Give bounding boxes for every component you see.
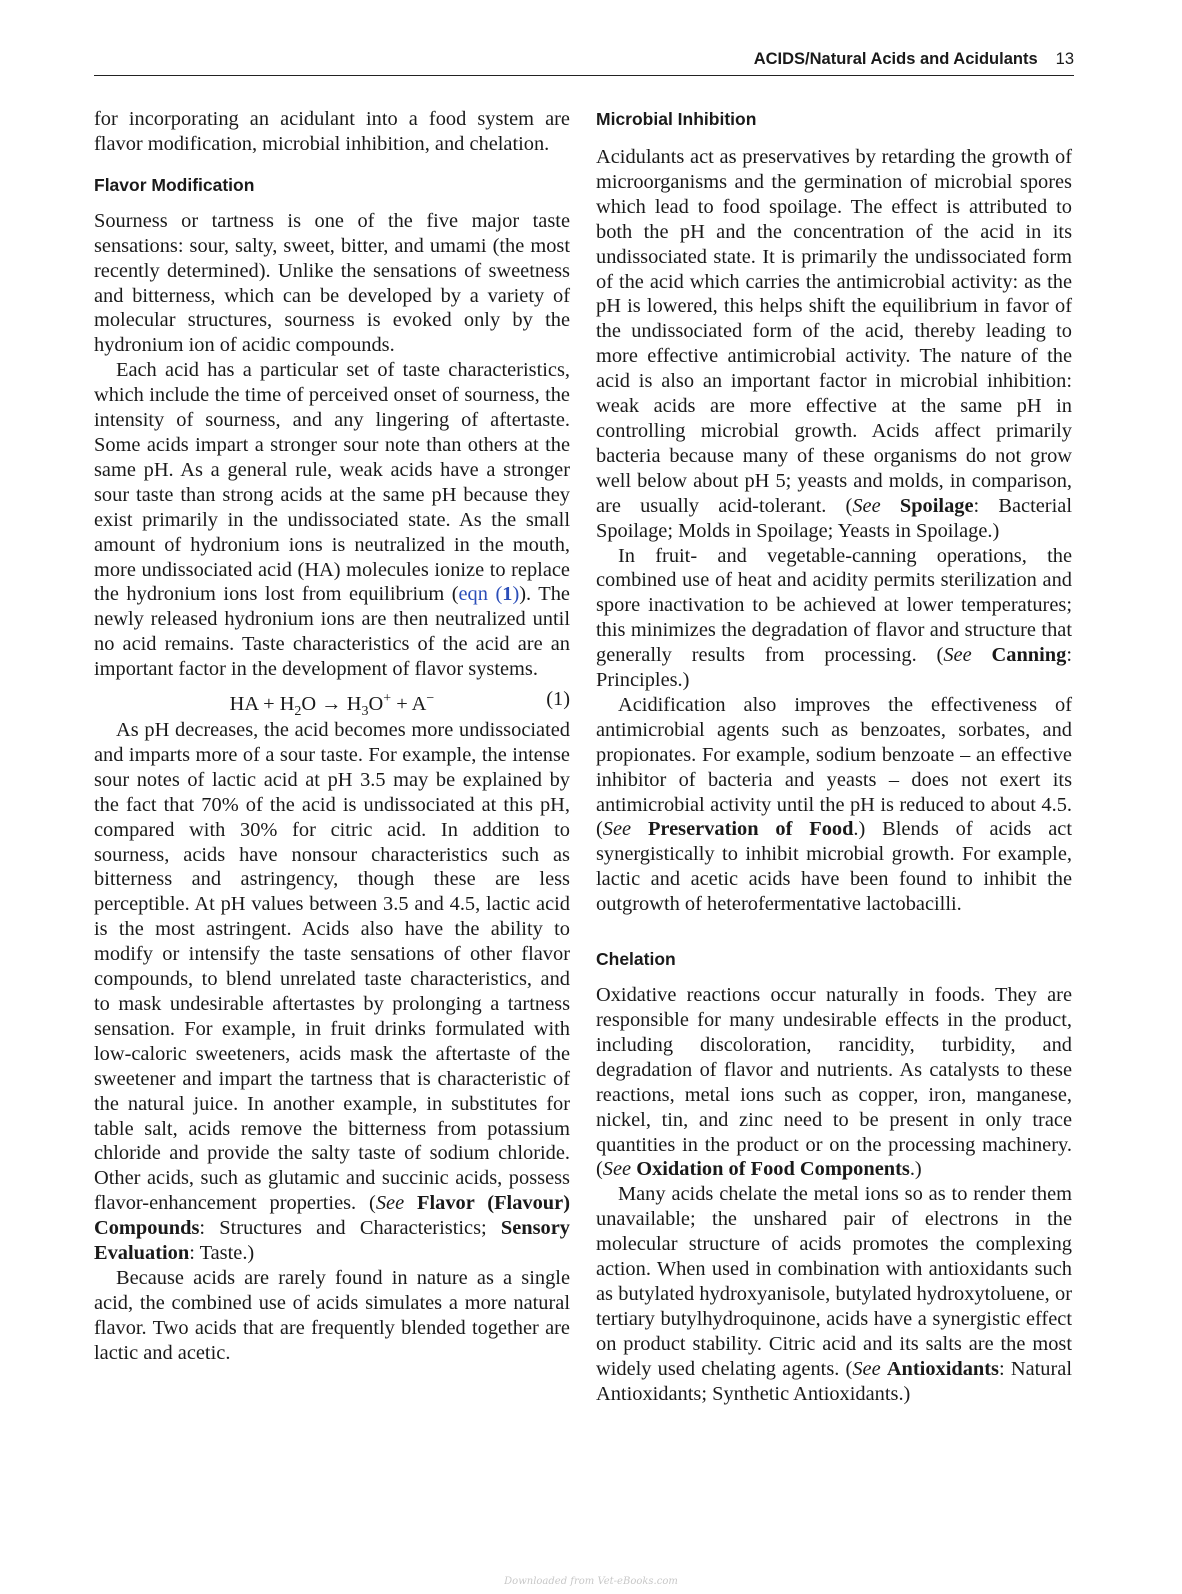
crossref-preservation-of-food: Preservation of Food — [647, 818, 854, 841]
crossref-flavor-compounds: Flavor (Flavour) Compounds — [94, 1192, 570, 1240]
paragraph-taste-characteristics: Each acid has a particular set of taste characteristics, which include the time of perceived onset of sourness, the intensity of sourness, and any lingering of aftertaste. Some acids impart a stronger sour note than others at the same pH. As a general rule, weak acids have a stronger sour taste than strong acids at the same pH because they exist primarily in the undissociated state. As the small amount of hydronium ions is neutralized in the mouth, more undissociated acid (HA) molecules ionize to replace the hydronium ions lost from equilibrium (eqn (1)). The newly released hydronium ions are then neutralized until no acid remains. Taste characteristics of the acid are an important factor in the development of flavor systems. — [94, 359, 570, 681]
paragraph-oxidative-reactions: Oxidative reactions occur naturally in foods. They are responsible for many undesirable effects in the product, including discoloration, rancidity, turbidity, and degradation of flavor and nutrients. As catalysts to these reactions, metal ions such as copper, iron, manganese, nickel, tin, and zinc need to be present in only trace quantities in the product or on the processing machinery. (See Oxidation of Food Components.) — [596, 984, 1072, 1181]
paragraph-acidification: Acidification also improves the effectiveness of antimicrobial agents such as benzoates, sorbates, and propionates. For example, sodium benzoate – an effective inhibitor of bacteria and yeasts – does not exert its antimicrobial activity until the pH is reduced to about 4.5. (See Preservation of Food.) Blends of acids act synergistically to inhibit microbial growth. For example, lactic and acetic acids have been found to inhibit the outgrowth of heterofermentative lactobacilli. — [596, 693, 1072, 916]
crossref-sensory-evaluation: Sensory Evaluation — [94, 1217, 570, 1265]
crossref-canning: Canning — [991, 644, 1067, 667]
heading-chelation: Chelation — [596, 949, 676, 970]
heading-microbial-inhibition: Microbial Inhibition — [596, 109, 757, 129]
crossref-antioxidants: Antioxidants — [886, 1357, 999, 1380]
left-column — [94, 107, 570, 1366]
right-column — [596, 107, 1072, 1407]
crossref-oxidation: Oxidation of Food Components — [636, 1158, 910, 1181]
paragraph-preservatives: Acidulants act as preservatives by retarding the growth of microorganisms and the germination of microbial spores which lead to food spoilage. The effect is attributed to both the pH and the concentration of the acid in its undissociated state. It is primarily the undissociated form of the acid which carries the antimicrobial activity: as the pH is lowered, this helps shift the equilibrium in favor of the undissociated form of the acid, thereby leading to more effective antimicrobial activity. The nature of the acid is also an important factor in microbial inhibition: weak acids are more effective at the same pH in controlling microbial growth. Acids affect primarily bacteria because many of these organisms do not grow well below about pH 5; yeasts and molds, in comparison, are usually acid-tolerant. (See Spoilage: Bacterial Spoilage; Molds in Spoilage; Yeasts in Spoilage.) — [596, 146, 1072, 542]
equation-number: (1) — [546, 688, 570, 711]
heading-flavor-modification: Flavor Modification — [94, 174, 255, 195]
paragraph-sourness: Sourness or tartness is one of the five major taste sensations: sour, salty, sweet, bitter, and umami (the most recently determined). Unlike the sensations of sweetness and bitterness, which can be developed by a variety of molecular structures, sourness is evoked only by the hydronium ion of acidic compounds. — [94, 209, 570, 357]
download-watermark: Downloaded from Vet-eBooks.com — [504, 1576, 678, 1587]
intro-paragraph: for incorporating an acidulant into a food system are flavor modification, microbial inhibition, and chelation. — [94, 108, 570, 155]
paragraph-canning: In fruit- and vegetable-canning operations, the combined use of heat and acidity permits sterilization and spore inactivation to be achieved at lower temperatures; this minimizes the degradation of flavor and structure that generally results from processing. (See Canning: Principles.) — [596, 544, 1073, 692]
paragraph-chelate-metal-ions: Many acids chelate the metal ions so as to render them unavailable; the unshared pair of electrons in the molecular structure of acids promotes the complexing action. When used in combination with antioxidants such as butylated hydroxyanisole, butylated hydroxytoluene, or tertiary butylhydroquinone, acids have a synergistic effect on product stability. Citric acid and its salts are the most widely used chelating agents. (See Antioxidants: Natural Antioxidants; Synthetic Antioxidants.) — [596, 1183, 1072, 1405]
paragraph-ph-sourness: As pH decreases, the acid becomes more undissociated and imparts more of a sour taste. For example, the intense sour notes of lactic acid at pH 3.5 may be explained by the fact that 70% of the acid is undissociated at this pH, compared with 30% for citric acid. In addition to sourness, acids have nonsour characteristics such as bitterness and astringency, though these are less perceptible. At pH values between 3.5 and 4.5, lactic acid is the most astringent. Acids also have the ability to modify or intensify the taste sensations of other flavor compounds, to blend unrelated taste characteristics, and to mask undesirable aftertastes by prolonging a tartness sensation. For example, in fruit drinks formulated with low-caloric sweeteners, acids mask the aftertaste of the sweetener and impart the tartness that is characteristic of the natural juice. In another example, in substitutes for table salt, acids remove the bitterness from potassium chloride and provide the salty taste of sodium chloride. Other acids, such as glutamic and succinic acids, possess flavor-enhancement properties. (See Flavor (Flavour) Compounds: Structures and Characteristics; Sensory Evaluation: Taste.) — [94, 719, 570, 1265]
running-header — [94, 50, 1074, 76]
equation-formula: HA + $H_2O \to H_3O^+ + A^-$ — [229, 691, 435, 719]
page-number: 13 — [1055, 50, 1074, 68]
running-title: ACIDS/Natural Acids and Acidulants — [753, 50, 1038, 68]
paragraph-blended-acids: Because acids are rarely found in nature as a single acid, the combined use of acids simulates a more natural flavor. Two acids that are frequently blended together are lactic and acetic. — [94, 1266, 570, 1364]
equation-1 — [94, 686, 570, 719]
equation-1-link[interactable]: eqn (1) — [458, 583, 520, 606]
crossref-spoilage: Spoilage — [899, 494, 974, 517]
